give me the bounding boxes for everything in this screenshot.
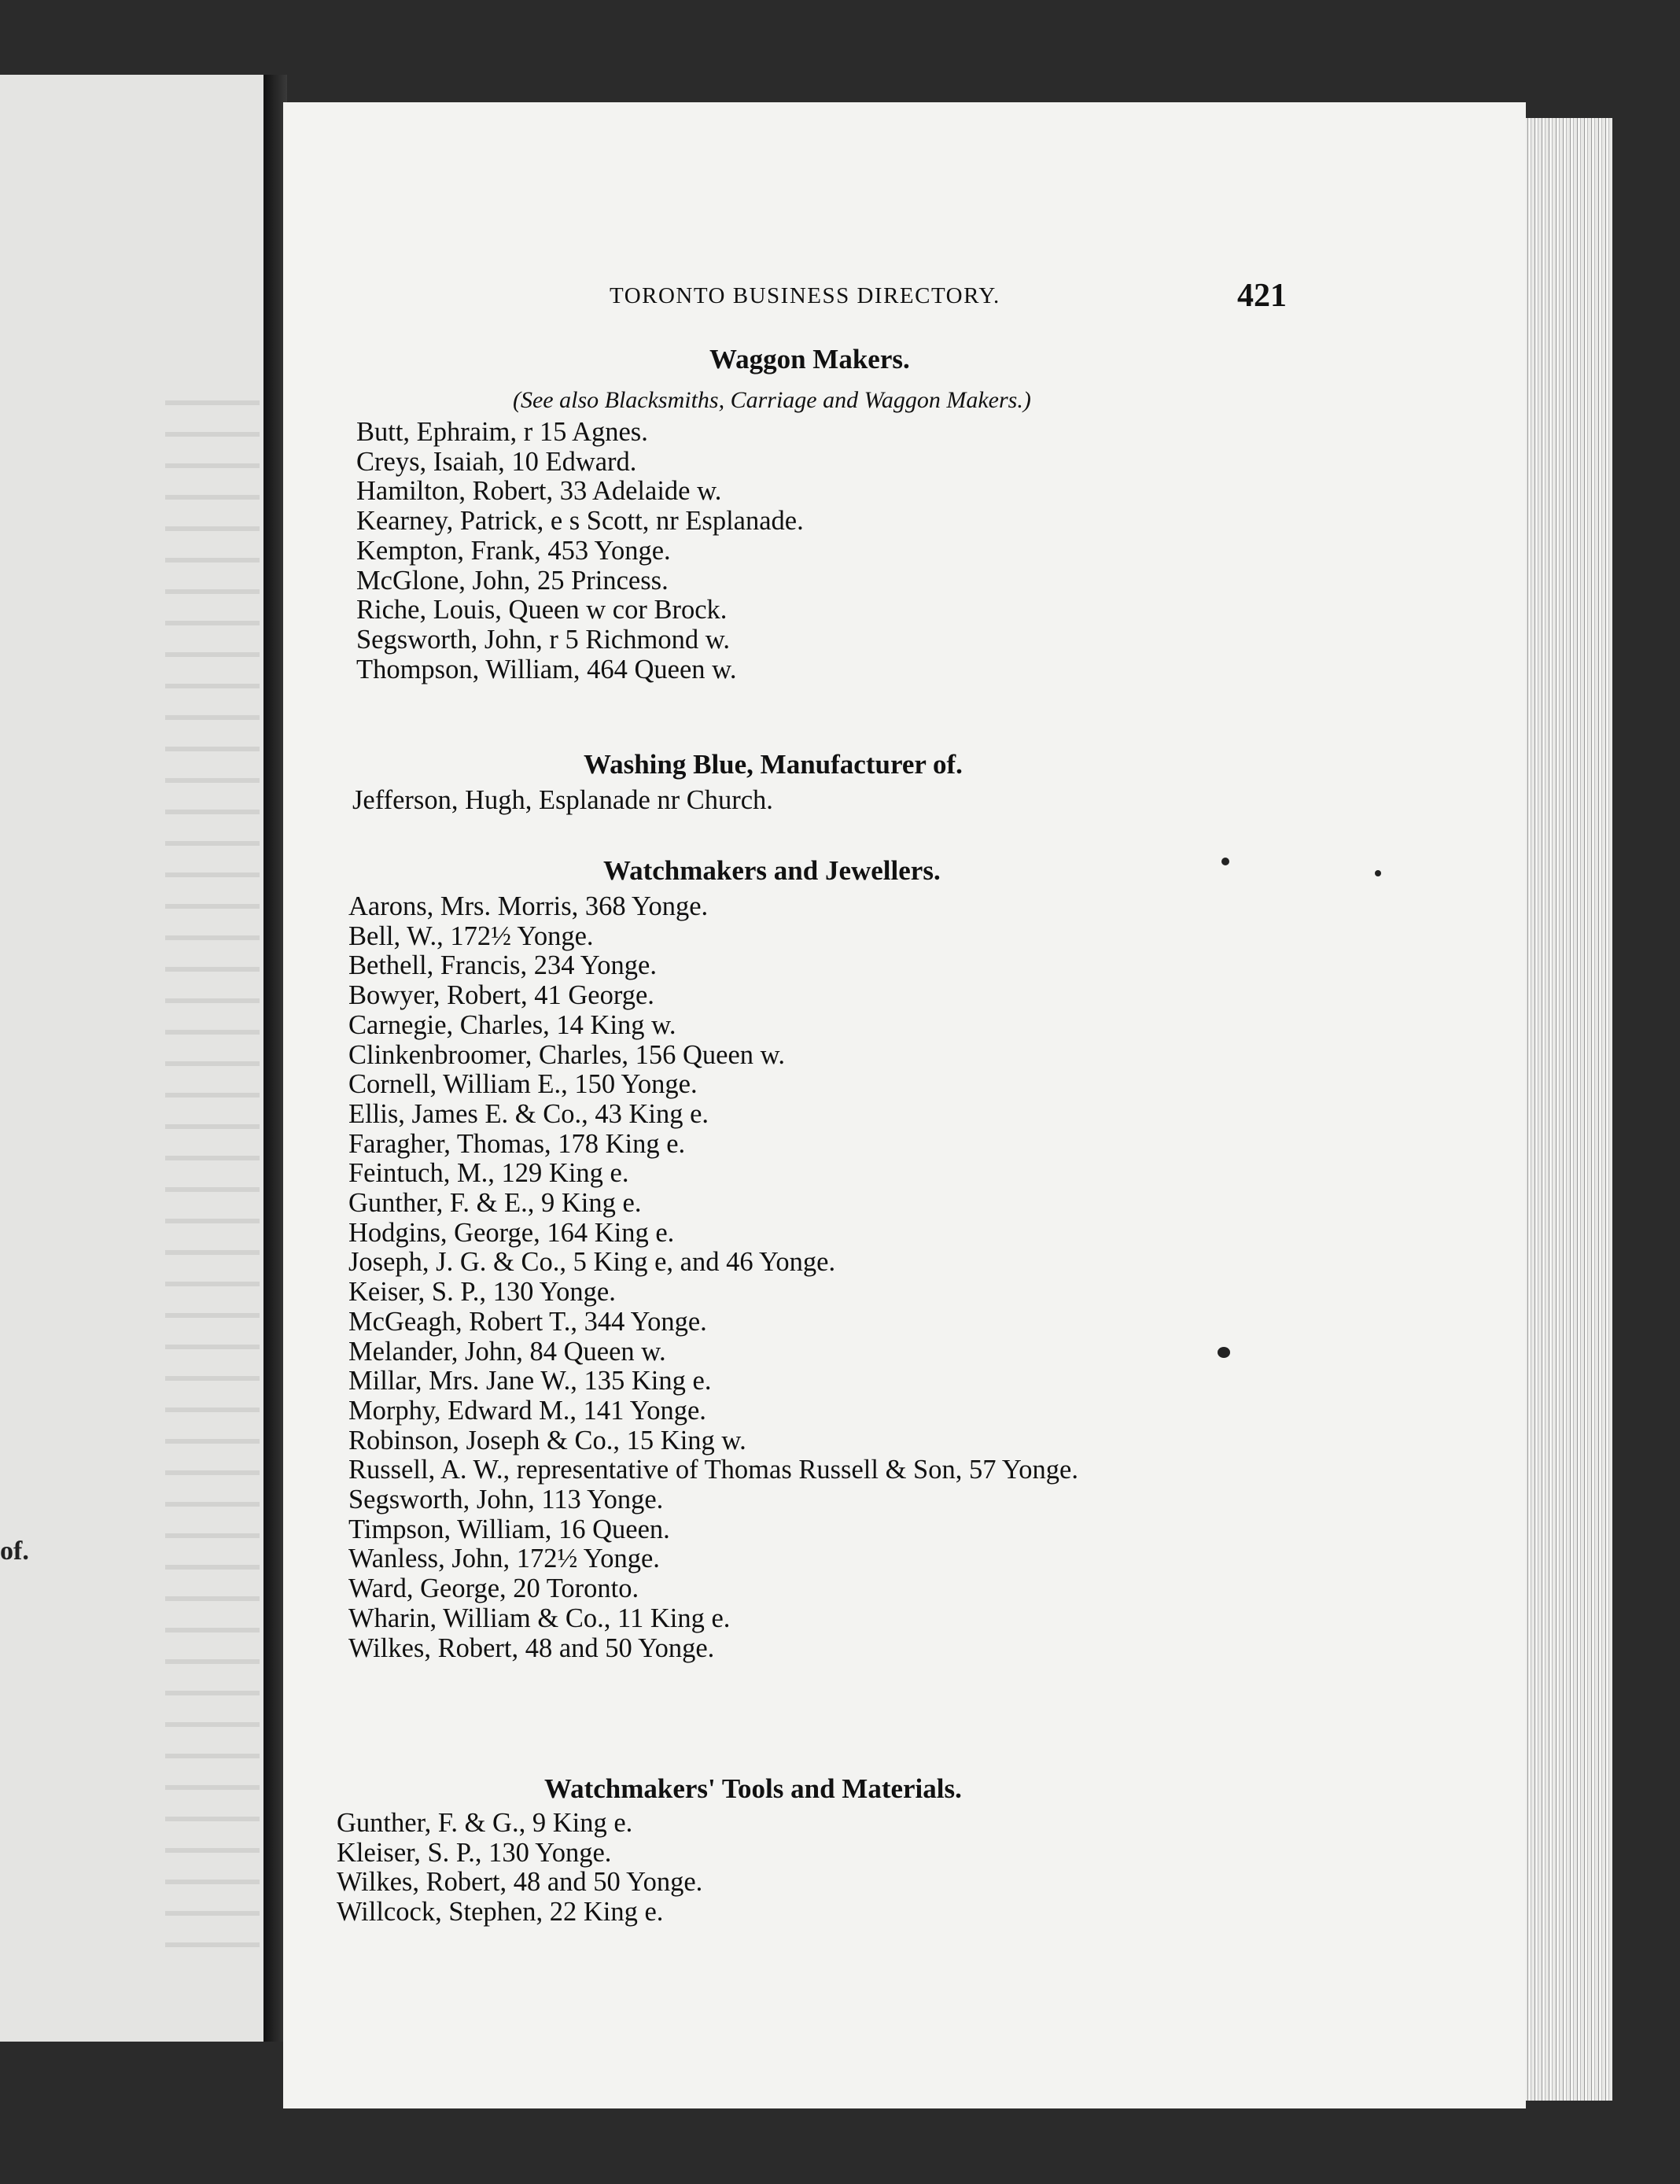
list-item: McGeagh, Robert T., 344 Yonge. [348,1306,707,1337]
section-heading-watchmakers-jewellers: Watchmakers and Jewellers. [603,855,941,886]
list-item: Butt, Ephraim, r 15 Agnes. [356,417,648,447]
list-item: Wharin, William & Co., 11 King e. [348,1603,731,1633]
list-item: Faragher, Thomas, 178 King e. [348,1128,686,1159]
list-item: Kempton, Frank, 453 Yonge. [356,535,671,566]
section-heading-waggon-makers: Waggon Makers. [709,344,910,374]
list-item: Wanless, John, 172½ Yonge. [348,1544,660,1574]
list-item: Bell, W., 172½ Yonge. [348,920,594,951]
entry-list-watchmakers-jewellers [348,892,1078,1663]
list-item: Bethell, Francis, 234 Yonge. [348,950,657,981]
list-item: Keiser, S. P., 130 Yonge. [348,1277,616,1308]
list-item: Hodgins, George, 164 King e. [348,1217,675,1248]
list-item: Segsworth, John, 113 Yonge. [348,1485,664,1515]
ink-speck [1218,1347,1230,1358]
list-item: Morphy, Edward M., 141 Yonge. [348,1395,706,1426]
list-item: Jefferson, Hugh, Esplanade nr Church. [352,785,773,815]
list-item: Timpson, William, 16 Queen. [348,1514,670,1544]
list-item: Segsworth, John, r 5 Richmond w. [356,624,730,655]
list-item: Ward, George, 20 Toronto. [348,1573,639,1604]
section-heading-watchmakers-tools: Watchmakers' Tools and Materials. [544,1773,962,1804]
list-item: Cornell, William E., 150 Yonge. [348,1069,698,1100]
list-item: Melander, John, 84 Queen w. [348,1336,666,1367]
list-item: Aarons, Mrs. Morris, 368 Yonge. [348,891,709,921]
list-item: Creys, Isaiah, 10 Edward. [356,446,637,477]
list-item: Gunther, F. & E., 9 King e. [348,1188,642,1219]
entry-list-washing-blue [352,786,773,816]
list-item: Wilkes, Robert, 48 and 50 Yonge. [337,1867,703,1898]
ink-speck [1221,858,1229,865]
list-item: Ellis, James E. & Co., 43 King e. [348,1098,709,1129]
list-item: Kleiser, S. P., 130 Yonge. [337,1837,612,1868]
page-number: 421 [1237,278,1287,314]
list-item: Robinson, Joseph & Co., 15 King w. [348,1425,746,1455]
list-item: Willcock, Stephen, 22 King e. [337,1897,664,1928]
ink-speck [1375,870,1381,876]
facing-page-fragment: of. [0,1537,29,1566]
list-item: Clinkenbroomer, Charles, 156 Queen w. [348,1039,785,1070]
facing-page [0,75,263,2042]
list-item: Wilkes, Robert, 48 and 50 Yonge. [348,1632,715,1663]
section-heading-washing-blue: Washing Blue, Manufacturer of. [584,749,963,780]
entry-list-waggon-makers [356,418,804,684]
list-item: Bowyer, Robert, 41 George. [348,980,654,1011]
list-item: Carnegie, Charles, 14 King w. [348,1009,676,1040]
list-item: Russell, A. W., representative of Thomas Russell & Son, 57 Yonge. [348,1455,1078,1485]
list-item: Thompson, William, 464 Queen w. [356,654,737,684]
list-item: Gunther, F. & G., 9 King e. [337,1808,633,1838]
facing-page-text-bleed [165,374,260,1947]
list-item: Joseph, J. G. & Co., 5 King e, and 46 Yonge. [348,1247,836,1278]
list-item: Feintuch, M., 129 King e. [348,1158,629,1189]
entry-list-watchmakers-tools [337,1809,702,1928]
list-item: McGlone, John, 25 Princess. [356,565,669,596]
list-item: Millar, Mrs. Jane W., 135 King e. [348,1366,712,1396]
list-item: Hamilton, Robert, 33 Adelaide w. [356,476,722,507]
section-note-waggon-makers: (See also Blacksmiths, Carriage and Waggon Makers.) [513,387,1031,413]
list-item: Riche, Louis, Queen w cor Brock. [356,595,728,625]
list-item: Kearney, Patrick, e s Scott, nr Esplanade. [356,506,804,537]
running-title: TORONTO BUSINESS DIRECTORY. [610,283,1000,308]
